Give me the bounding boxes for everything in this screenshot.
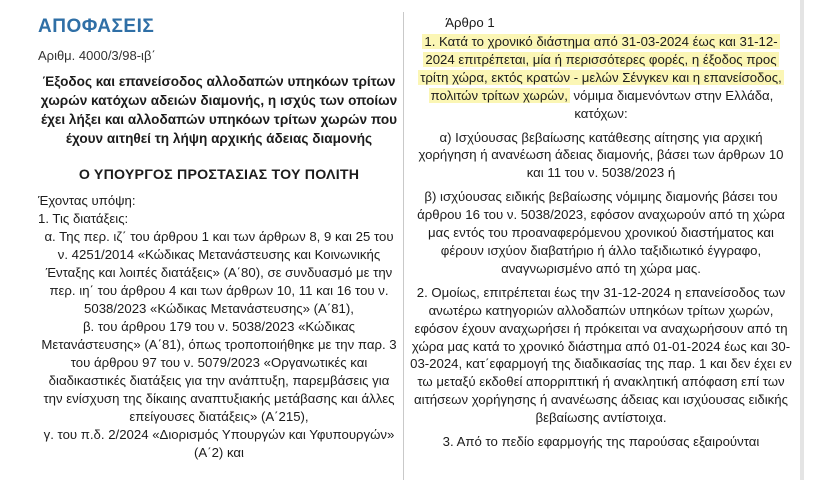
paragraph-1-rest: νόμιμα διαμενόντων στην Ελλάδα, κατόχων:	[573, 87, 774, 121]
column-divider	[403, 12, 404, 480]
left-column	[38, 14, 400, 462]
section-heading: ΑΠΟΦΑΣΕΙΣ	[38, 16, 155, 37]
provision-item-1: 1. Τις διατάξεις:	[38, 211, 129, 226]
provision-item-c: γ. του π.δ. 2/2024 «Διορισμός Υπουργών και Υφυπουργών» (Α΄2) και	[43, 427, 395, 460]
article-title: Άρθρο 1	[445, 15, 495, 30]
highlighted-text: 1. Κατά το χρονικό διάστημα από 31-03-2024 έως και 31-12-2024 επιτρέπεται, μία ή περισσότερες φορές, η έξοδος προς τρίτη χώρα, εκτός κρατών - μελών Σένγκεν και η επανείσοδος, πολιτών τρίτων χωρών,	[420, 34, 782, 103]
minister-heading: Ο ΥΠΟΥΡΓΟΣ ΠΡΟΣΤΑΣΙΑΣ ΤΟΥ ΠΟΛΙΤΗ	[78, 167, 360, 183]
article-paragraph-2: 2. Ομοίως, επιτρέπεται έως την 31-12-2024 η επανείσοδος των ανωτέρω κατηγοριών αλλοδαπών υπηκόων τρίτων χωρών, εφόσον έχουν αναχωρήσει ή πρόκειται να αναχωρήσουν από τη χώρα μας κατά το χρονικό διάστημα από 01-01-2024 έως και 30-03-2024, κατ΄εφαρμογή της διαδικασίας της παρ. 1 και δεν έχει εν τω μεταξύ εκδοθεί απορριπτική ή ανακλητική απόφαση επί των αιτήσεων χορήγησης ή ανανέωσης άδειας και ισχύουσας ειδικής βεβαίωσης αντίστοιχα.	[410, 284, 792, 426]
provision-item-a: α. Της περ. ιζ΄ του άρθρου 1 και των άρθρων 8, 9 και 25 του ν. 4251/2014 «Κώδικας Μετανάστευσης και Κοινωνικής Ένταξης και λοιπές διατάξεις» (Α΄80), σε συνδυασμό με την περ. ιη΄ του άρθρου 4 και των άρθρων 10, 11 και 16 του ν. 5038/2023 «Κώδικας Μετανάστευσης» (Α΄81),	[44, 229, 394, 316]
right-column	[410, 14, 792, 457]
article-paragraph-1	[410, 33, 792, 123]
article-paragraph-b: β) ισχύουσας ειδικής βεβαίωσης νόμιμης διαμονής βάσει του άρθρου 16 του ν. 5038/2023, εφόσον αναχωρούν από τη χώρα μας εντός του προαναφερόμενου χρονικού διαστήματος και φέρουν ισχύον διαβατήριο ή άλλο ταξιδιωτικό έγγραφο, αναγνωρισμένο από τη χώρα μας.	[417, 189, 785, 276]
article-paragraph-a: α) Ισχύουσας βεβαίωσης κατάθεσης αίτησης για αρχική χορήγηση ή ανανέωση άδειας διαμονής, βάσει των άρθρων 10 και 11 του ν. 5038/2023 ή	[418, 129, 784, 181]
page-edge	[800, 0, 804, 480]
provision-item-b: β. του άρθρου 179 του ν. 5038/2023 «Κώδικας Μετανάστευσης» (Α΄81), όπως τροποποιήθηκε με την παρ. 3 του άρθρου 97 του ν. 5079/2023 «Οργανωτικές και διαδικαστικές διατάξεις για την ανάπτυξη, παρεμβάσεις για την ενίσχυση της δίκαιης αναπτυξιακής μετάβασης και άλλες επείγουσες διατάξεις» (Α΄215),	[41, 319, 397, 424]
decision-title: Έξοδος και επανείσοδος αλλοδαπών υπηκόων τρίτων χωρών κατόχων αδειών διαμονής, η ισχύς των οποίων έχει λήξει και αλλοδαπών υπηκόων τρίτων χωρών που έχουν αιτηθεί τη λήψη αρχικής άδειας διαμονής	[40, 74, 398, 146]
article-paragraph-3: 3. Από το πεδίο εφαρμογής της παρούσας εξαιρούνται	[442, 434, 760, 450]
having-regard: Έχοντας υπόψη:	[38, 193, 136, 208]
reference-number: Αριθμ. 4000/3/98-ιβ΄	[38, 48, 156, 63]
